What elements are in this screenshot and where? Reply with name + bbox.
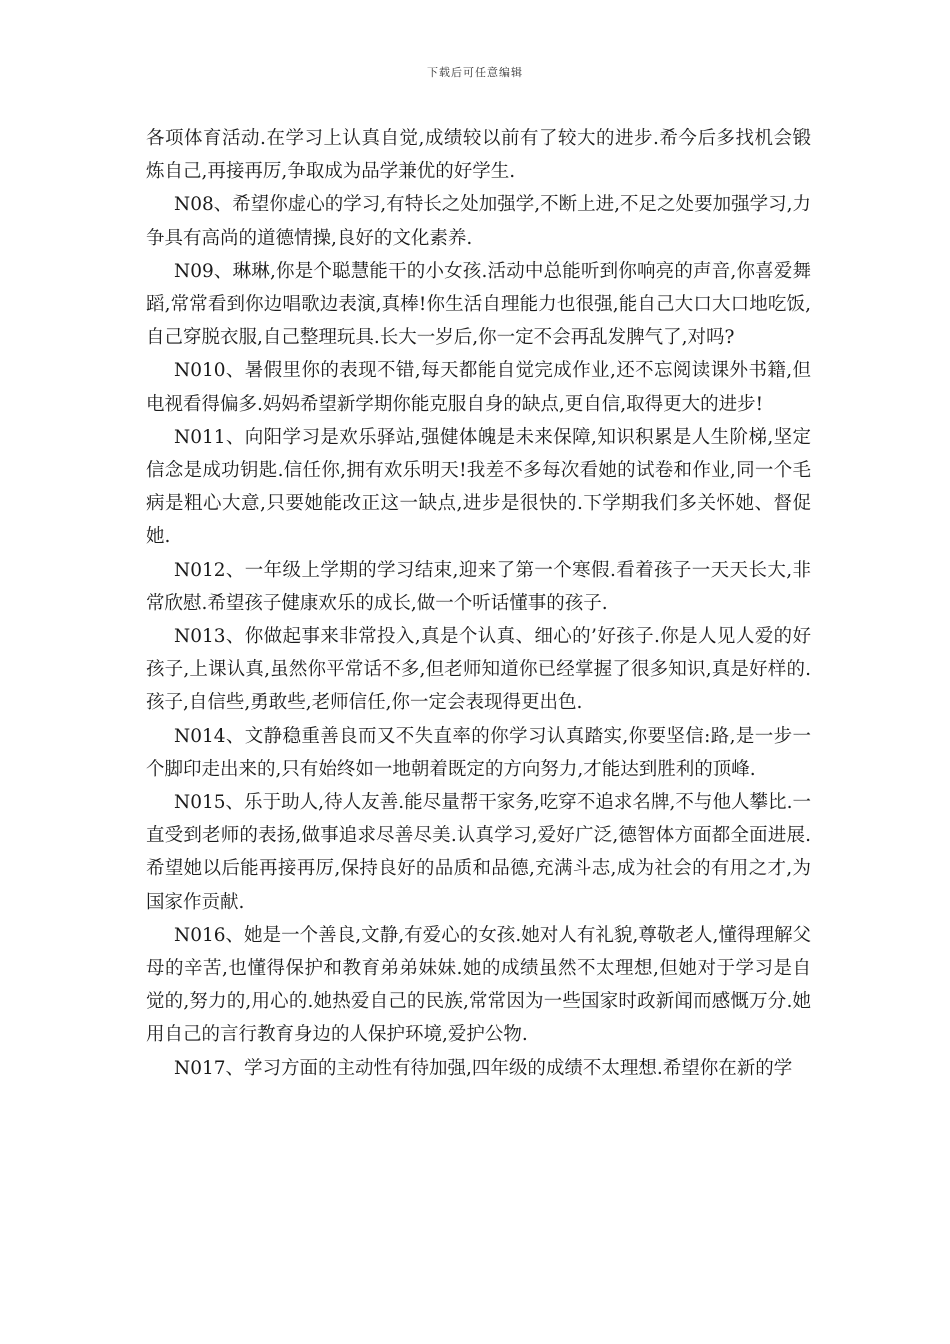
paragraph-n017: N017、学习方面的主动性有待加强,四年级的成绩不太理想.希望你在新的学	[174, 1057, 793, 1079]
paragraph-n013: N013、你做起事来非常投入,真是个认真、细心的’好孩子.你是人见人爱的好孩子,上课认真,虽然你平常话不多,但老师知道你已经掌握了很多知识,真是好样的.孩子,自信些,勇敢些,老师信任,你一定会表现得更出色.	[146, 626, 811, 714]
paragraph-n015: N015、乐于助人,待人友善.能尽量帮干家务,吃穿不追求名牌,不与他人攀比.一直受到老师的表扬,做事追求尽善尽美.认真学习,爱好广泛,德智体方面都全面进展.希望她以后能再接再厉,保持良好的品质和品德,充满斗志,成为社会的有用之才,为国家作贡献.	[146, 792, 811, 913]
document-body	[146, 122, 811, 1085]
paragraph-n011: N011、向阳学习是欢乐驿站,强健体魄是未来保障,知识积累是人生阶梯,坚定信念是成功钥匙.信任你,拥有欢乐明天!我差不多每次看她的试卷和作业,同一个毛病是粗心大意,只要她能改正这一缺点,进步是很快的.下学期我们多关怀她、督促她.	[146, 426, 811, 548]
paragraph-n016: N016、她是一个善良,文静,有爱心的女孩.她对人有礼貌,尊敬老人,懂得理解父母的辛苦,也懂得保护和教育弟弟妹妹.她的成绩虽然不太理想,但她对于学习是自觉的,努力的,用心的.她热爱自己的民族,常常因为一些国家时政新闻而感慨万分.她用自己的言行教育身边的人保护环境,爱护公物.	[146, 924, 811, 1046]
paragraph-n09: N09、琳琳,你是个聪慧能干的小女孩.活动中总能听到你响亮的声音,你喜爱舞蹈,常常看到你边唱歌边表演,真棒!你生活自理能力也很强,能自己大口大口地吃饭,自己穿脱衣服,自己整理玩具.长大一岁后,你一定不会再乱发脾气了,对吗?	[146, 260, 811, 349]
paragraph-n014: N014、文静稳重善良而又不失直率的你学习认真踏实,你要坚信:路,是一步一个脚印走出来的,只有始终如一地朝着既定的方向努力,才能达到胜利的顶峰.	[146, 725, 811, 780]
paragraph-n08: N08、希望你虚心的学习,有特长之处加强学,不断上进,不足之处要加强学习,力争具有高尚的道德情操,良好的文化素养.	[146, 194, 811, 249]
paragraph-n010: N010、暑假里你的表现不错,每天都能自觉完成作业,还不忘阅读课外书籍,但电视看得偏多.妈妈希望新学期你能克服自身的缺点,更自信,取得更大的进步!	[146, 360, 811, 415]
page-header-note: 下载后可任意编辑	[427, 66, 523, 79]
paragraph-continuation: 各项体育活动.在学习上认真自觉,成绩较以前有了较大的进步.希今后多找机会锻炼自己,再接再厉,争取成为品学兼优的好学生.	[146, 128, 811, 183]
paragraph-n012: N012、一年级上学期的学习结束,迎来了第一个寒假.看着孩子一天天长大,非常欣慰.希望孩子健康欢乐的成长,做一个听话懂事的孩子.	[146, 559, 811, 614]
